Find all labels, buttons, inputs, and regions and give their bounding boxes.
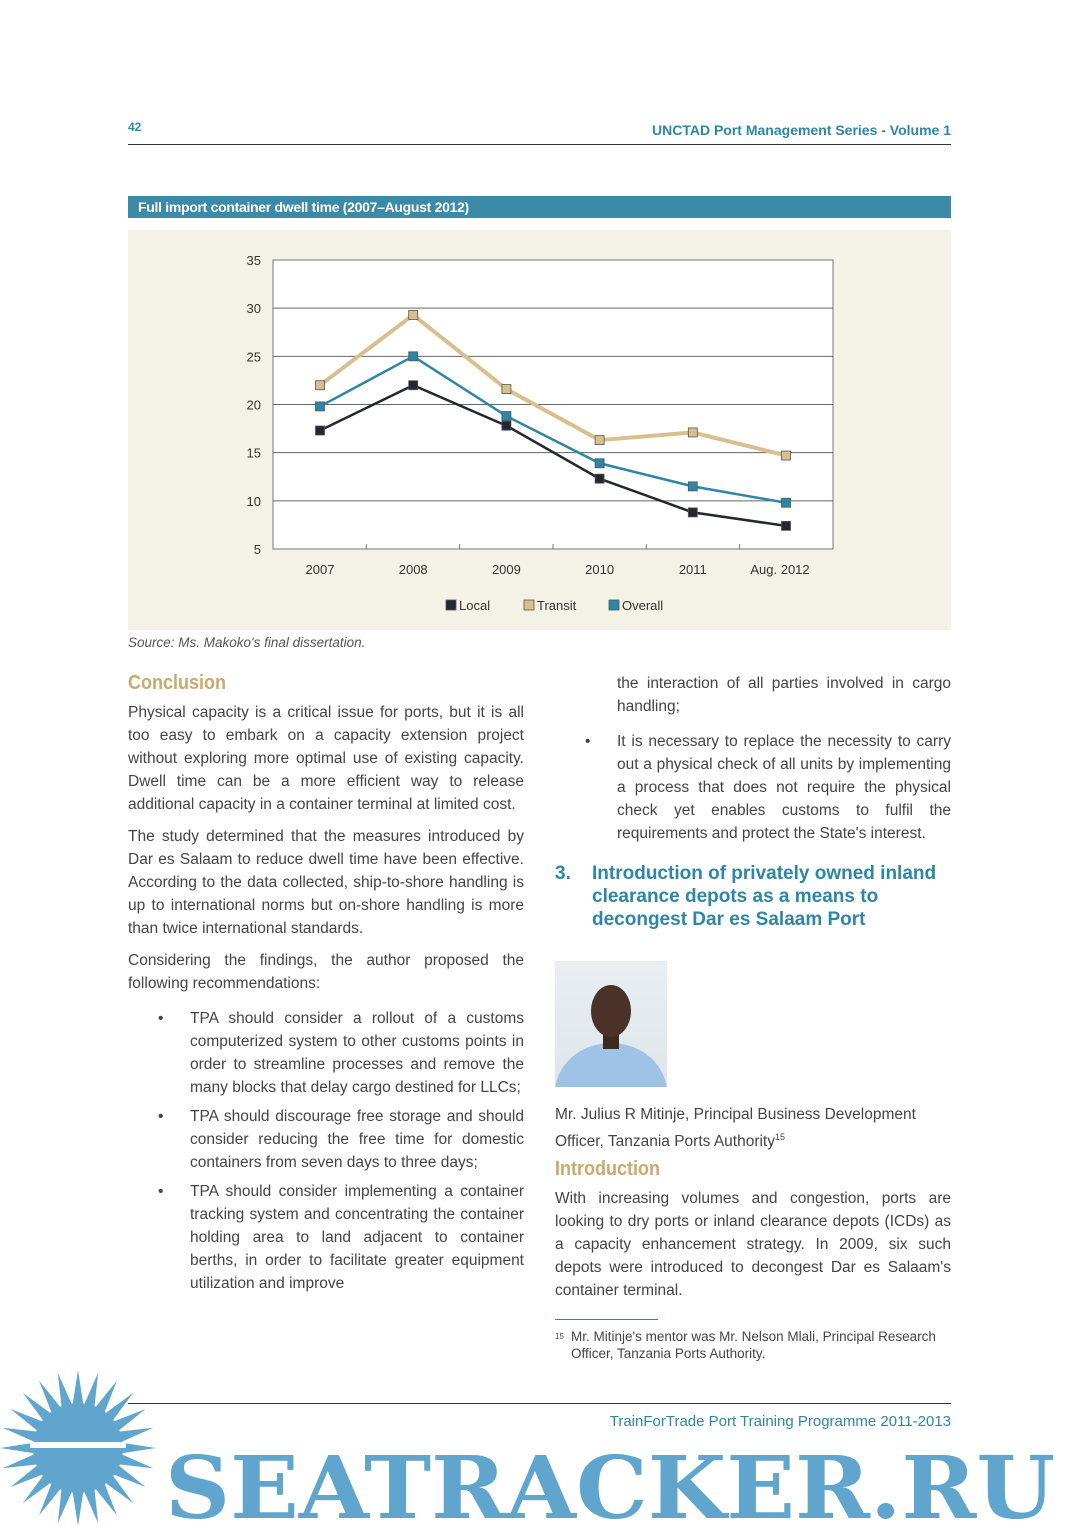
header-divider <box>128 144 951 145</box>
section-title: Introduction of privately owned inland clearance depots as a means to decongest Dar es Salaam Port <box>592 863 937 930</box>
series-title: UNCTAD Port Management Series - Volume 1 <box>652 122 951 138</box>
data-point-local <box>595 474 604 483</box>
footer-divider <box>128 1403 951 1404</box>
x-tick-label: Aug. 2012 <box>750 562 810 577</box>
data-point-transit <box>409 310 418 319</box>
sun-ray <box>119 1454 154 1468</box>
portrait-photo <box>555 961 667 1087</box>
y-tick-label: 25 <box>246 349 261 365</box>
introduction-section <box>555 1158 951 1311</box>
data-point-transit <box>688 428 697 437</box>
introduction-heading: Introduction <box>555 1158 660 1180</box>
x-tick-label: 2008 <box>398 562 428 577</box>
data-point-local <box>409 381 418 390</box>
bullet-item: • TPA should consider implementing a container tracking system and concentrating the container holding area to land adjacent to container berths, in order to facilitate greater equipment utilization and improve <box>128 1180 524 1295</box>
legend-label: Transit <box>537 598 577 613</box>
footer-text: TrainForTrade Port Training Programme 2011-2013 <box>609 1413 951 1430</box>
chart-source: Source: Ms. Makoko's final dissertation. <box>128 635 366 650</box>
data-point-local <box>316 426 325 435</box>
page-number: 42 <box>128 120 142 134</box>
y-tick-label: 10 <box>246 493 261 509</box>
data-point-overall <box>595 459 604 468</box>
photo-caption <box>555 1103 951 1153</box>
footnote-text: Mr. Mitinje's mentor was Mr. Nelson Mlali, Principal Research Officer, Tanzania Ports Authority. <box>571 1329 936 1361</box>
legend-label: Local <box>459 598 491 613</box>
data-point-overall <box>782 498 791 507</box>
data-point-transit <box>502 385 511 394</box>
x-tick-label: 2011 <box>678 562 707 577</box>
sun-ray <box>84 1489 98 1524</box>
x-tick-label: 2009 <box>491 562 521 577</box>
sun-ray <box>0 1443 34 1454</box>
data-point-local <box>688 508 697 517</box>
data-point-overall <box>688 482 697 491</box>
data-point-transit <box>595 436 604 445</box>
left-column <box>128 672 524 1301</box>
conclusion-heading: Conclusion <box>128 672 227 694</box>
sun-ray <box>84 1373 98 1408</box>
sun-ray <box>122 1443 156 1454</box>
data-point-local <box>502 421 511 430</box>
data-point-local <box>782 521 791 530</box>
section-heading <box>555 862 951 931</box>
watermark <box>165 1440 1060 1525</box>
legend-label: Overall <box>622 598 664 613</box>
y-tick-label: 30 <box>246 301 261 317</box>
paragraph: Physical capacity is a critical issue for ports, but it is all too easy to embark on a capacity extension project without exploring more optimal use of existing capacity. Dwell time can be a more efficient way to release additional capacity in a container terminal at limited cost. <box>128 704 524 813</box>
x-tick-label: 2010 <box>585 562 615 577</box>
legend-swatch-local <box>446 600 456 610</box>
footnote <box>555 1328 951 1362</box>
data-point-overall <box>409 352 418 361</box>
y-tick-label: 5 <box>253 542 261 557</box>
y-tick-label: 20 <box>246 397 261 413</box>
sun-logo-icon <box>0 1370 160 1527</box>
x-tick-label: 2007 <box>305 562 335 577</box>
sun-ray <box>73 1492 84 1526</box>
data-point-transit <box>782 451 791 460</box>
legend-swatch-overall <box>609 600 619 610</box>
paragraph: The study determined that the measures introduced by Dar es Salaam to reduce dwell time have been effective. According to the data collected, ship-to-shore handling is up to international norms but on-shore handling is more than twice international standards. <box>128 828 524 937</box>
bullet-item: • It is necessary to replace the necessity to carry out a physical check of all units by implementing a process that does not require the physical check yet enables customs to fulfil the requirements and protect the State's interest. <box>555 730 951 845</box>
watermark-text: SEATRACKER.RU <box>165 1440 1055 1525</box>
person-photo-icon <box>555 961 667 1087</box>
right-column <box>555 672 951 931</box>
sun-ray <box>58 1489 72 1524</box>
paragraph: With increasing volumes and congestion, ports are looking to dry ports or inland clearance depots (ICDs) as a capacity enhancement strategy. In 2009, six such depots were introduced to decongest Dar es Salaam's container terminal. <box>555 1190 951 1299</box>
bullet-continuation: the interaction of all parties involved in cargo handling; <box>617 675 951 715</box>
bullet-item: • TPA should consider a rollout of a customs computerized system to other customs points in order to streamline processes and remove the many blocks that delay cargo destined for LLCs; <box>128 1007 524 1099</box>
line-chart <box>128 230 951 630</box>
sun-ray <box>119 1428 154 1442</box>
chart-panel <box>128 230 951 630</box>
sun-ray <box>3 1428 38 1442</box>
footnote-divider <box>555 1319 658 1320</box>
bullet-item: • TPA should discourage free storage and should consider reducing the free time for domestic containers from seven days to three days; <box>128 1105 524 1174</box>
footnote-ref[interactable]: 15 <box>775 1132 786 1142</box>
data-point-overall <box>316 402 325 411</box>
sun-ray <box>3 1454 38 1468</box>
data-point-overall <box>502 412 511 421</box>
y-tick-label: 35 <box>246 253 261 268</box>
data-point-transit <box>316 381 325 390</box>
chart-title: Full import container dwell time (2007–August 2012) <box>128 196 951 218</box>
footnote-number: 15 <box>555 1332 564 1341</box>
legend-swatch-transit <box>524 600 534 610</box>
sun-ray <box>58 1373 72 1408</box>
sun-ray <box>73 1370 84 1404</box>
section-number: 3. <box>555 863 571 884</box>
caption-text: Mr. Julius R Mitinje, Principal Business Development Officer, Tanzania Ports Authority <box>555 1106 916 1151</box>
y-tick-label: 15 <box>246 445 261 461</box>
paragraph: Considering the findings, the author proposed the following recommendations: <box>128 952 524 992</box>
